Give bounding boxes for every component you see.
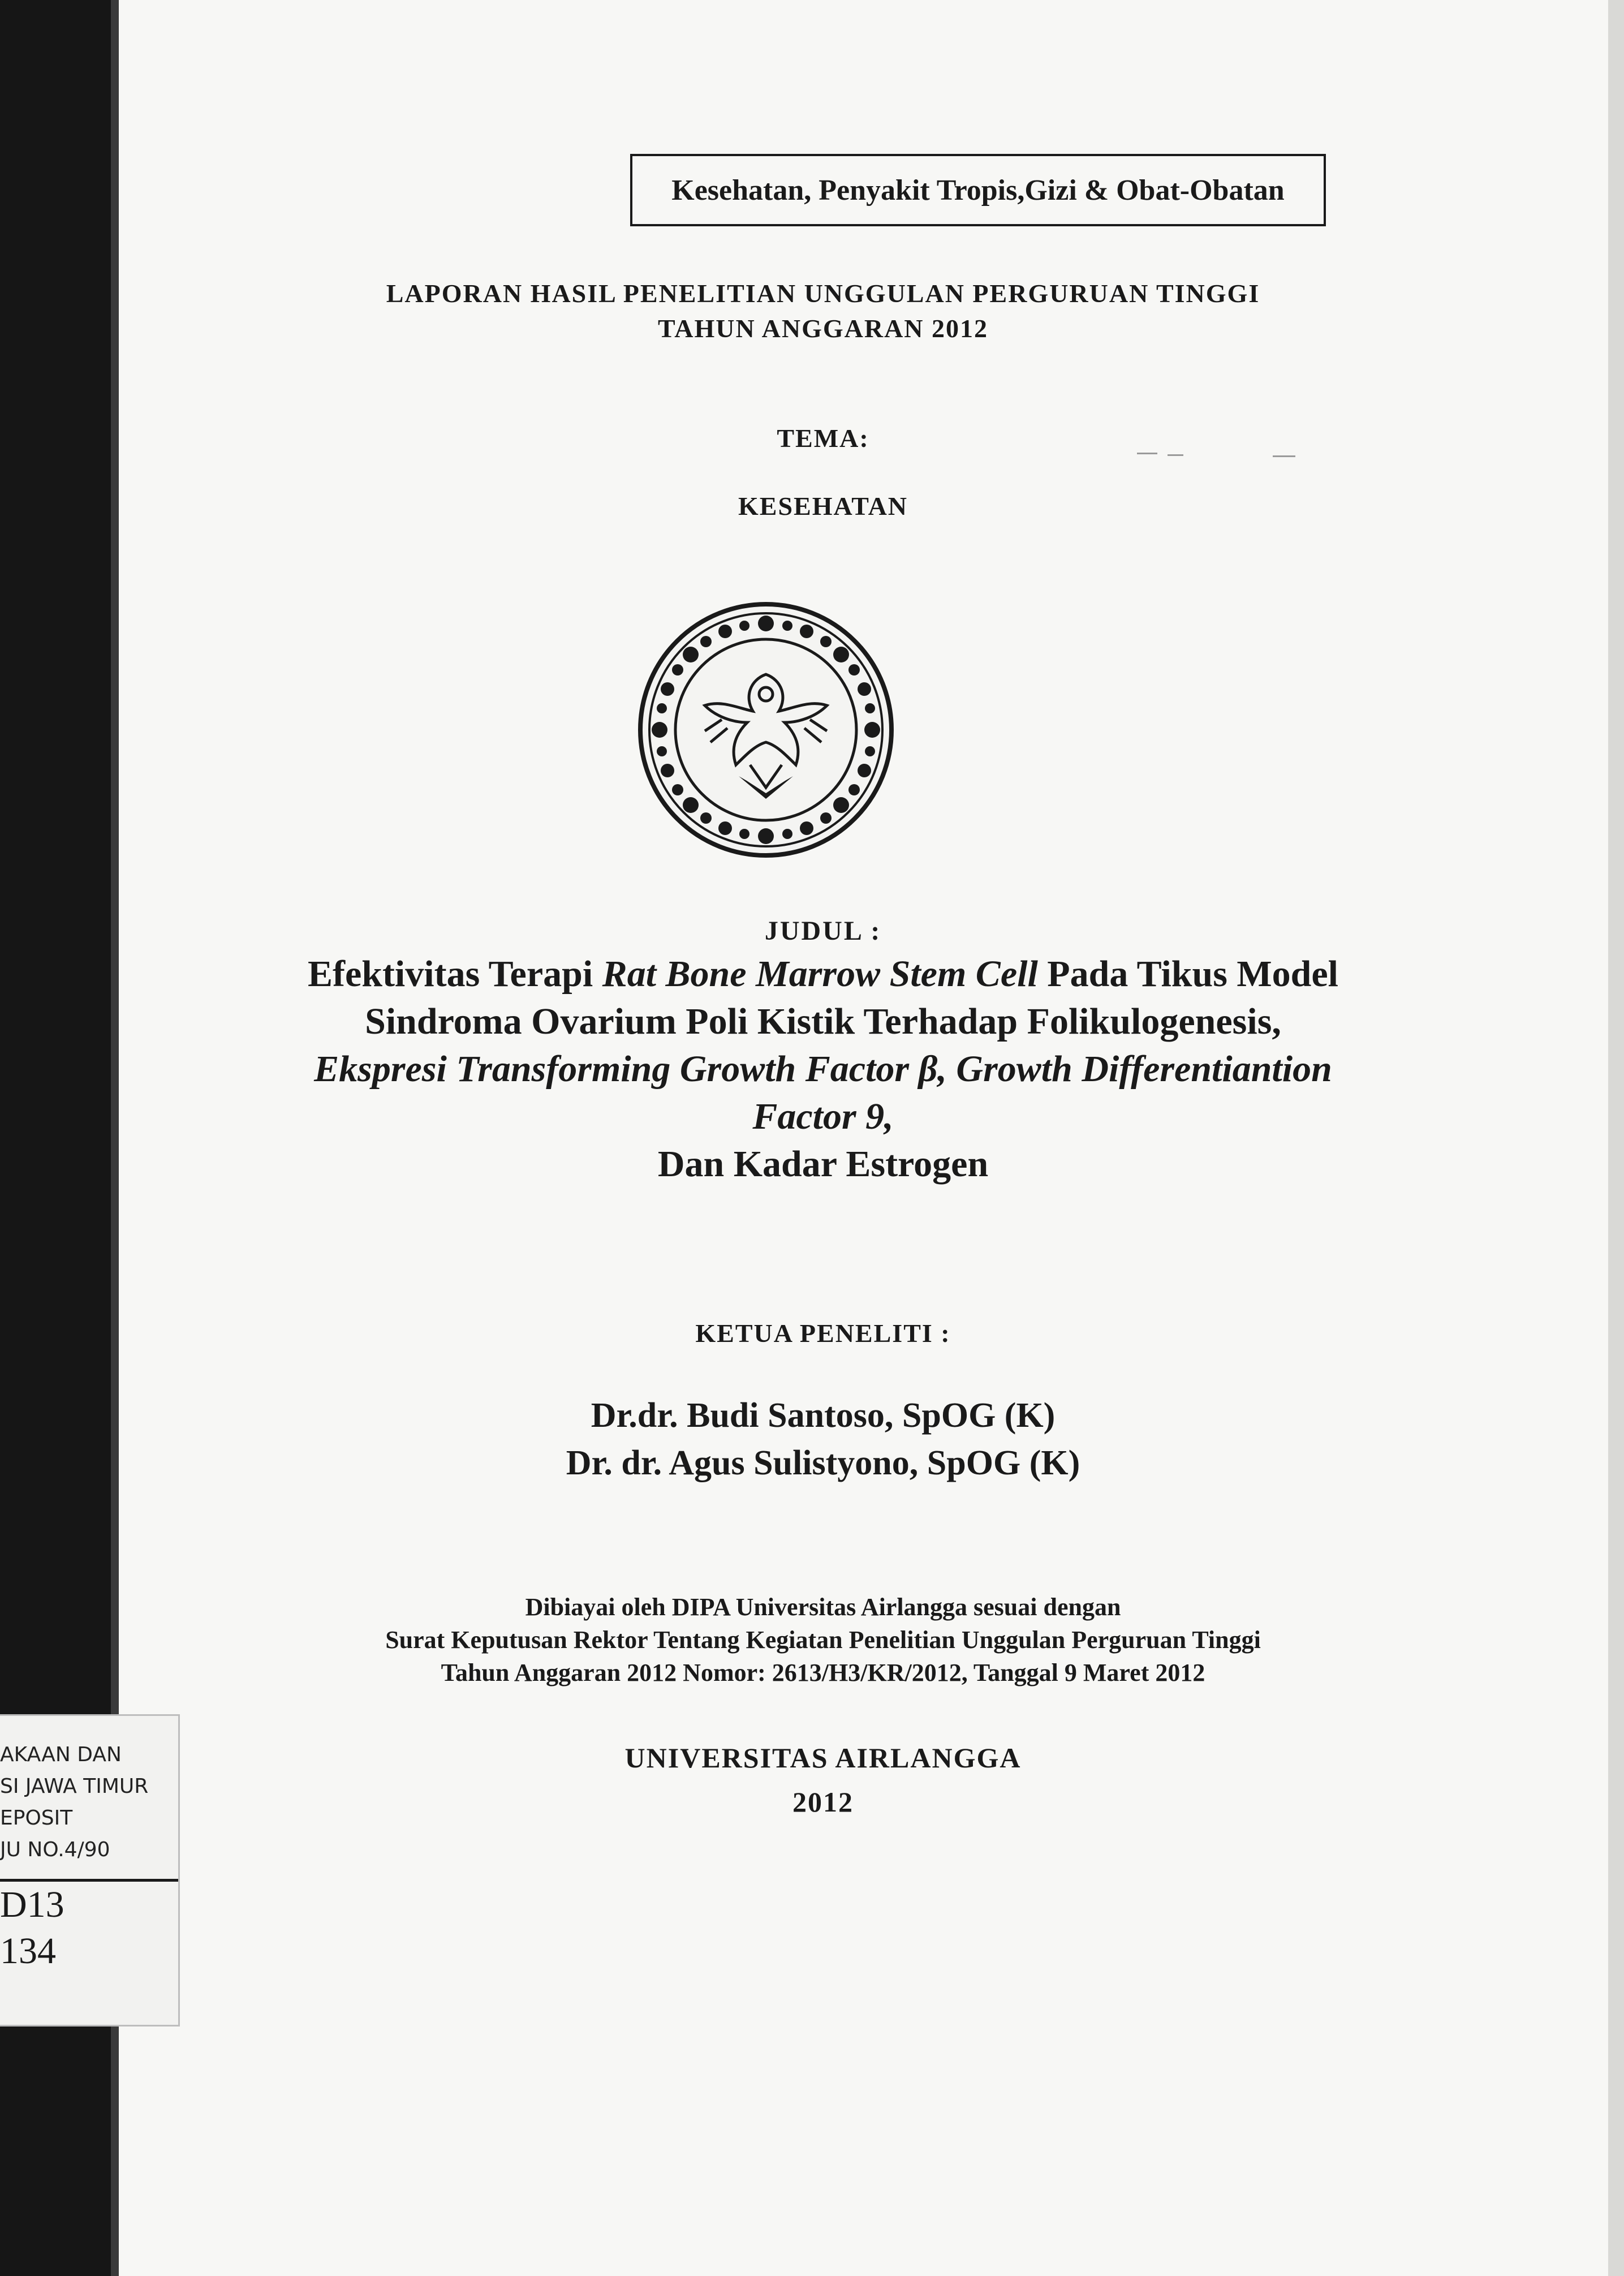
scan-speck <box>1273 455 1295 457</box>
researcher-name-1: Dr.dr. Budi Santoso, SpOG (K) <box>591 1396 1056 1435</box>
report-title-line2: TAHUN ANGGARAN 2012 <box>657 314 989 343</box>
tema-label: TEMA: <box>777 424 869 453</box>
funding-line2: Surat Keputusan Rektor Tentang Kegiatan Penelitian Unggulan Perguruan Tinggi <box>385 1626 1261 1654</box>
tema-value: KESEHATAN <box>738 492 908 520</box>
university-block <box>170 1736 1476 1824</box>
library-label-divider <box>0 1879 180 1882</box>
paper-edge <box>1608 0 1624 2276</box>
title-line5: Dan Kadar Estrogen <box>657 1143 989 1185</box>
university-seal-icon <box>637 601 895 859</box>
university-year: 2012 <box>792 1786 854 1818</box>
scan-speck <box>1168 454 1183 456</box>
report-title-line1: LAPORAN HASIL PENELITIAN UNGGULAN PERGURUAN TINGGI <box>386 279 1260 308</box>
title-line3: Ekspresi Transforming Growth Factor β, Growth Differentiantion <box>314 1048 1332 1090</box>
report-title <box>170 276 1476 346</box>
library-label-line2: SI JAWA TIMUR <box>0 1775 149 1798</box>
researcher-name-2: Dr. dr. Agus Sulistyono, SpOG (K) <box>566 1444 1080 1482</box>
researcher-names <box>170 1392 1476 1487</box>
library-label-line1: AKAAN DAN <box>0 1743 122 1766</box>
title-line1-end: Pada Tikus Model <box>1037 953 1339 995</box>
library-label <box>0 1714 180 2027</box>
ketua-label: KETUA PENELITI : <box>695 1319 951 1348</box>
category-box <box>630 154 1326 226</box>
category-text: Kesehatan, Penyakit Tropis,Gizi & Obat-Obatan <box>671 174 1285 206</box>
library-call-number-1: D13 <box>0 1884 64 1925</box>
funding-line3: Tahun Anggaran 2012 Nomor: 2613/H3/KR/2012, Tanggal 9 Maret 2012 <box>441 1659 1205 1686</box>
funding-line1: Dibiayai oleh DIPA Universitas Airlangga sesuai dengan <box>525 1593 1121 1621</box>
title-line1-italic: Rat Bone Marrow Stem Cell <box>602 953 1038 995</box>
title-line2: Sindroma Ovarium Poli Kistik Terhadap Folikulogenesis, <box>365 1001 1281 1042</box>
funding-note <box>170 1591 1476 1689</box>
library-label-line4: JU NO.4/90 <box>0 1838 110 1861</box>
library-call-number-2: 134 <box>0 1930 56 1972</box>
judul-label: JUDUL : <box>764 916 882 946</box>
title-line1-start: Efektivitas Terapi <box>307 953 602 995</box>
research-title <box>170 950 1476 1188</box>
university-name: UNIVERSITAS AIRLANGGA <box>624 1742 1022 1774</box>
library-label-line3: EPOSIT <box>0 1806 73 1830</box>
title-line1 <box>170 950 1476 998</box>
title-line4: Factor 9, <box>752 1096 894 1137</box>
